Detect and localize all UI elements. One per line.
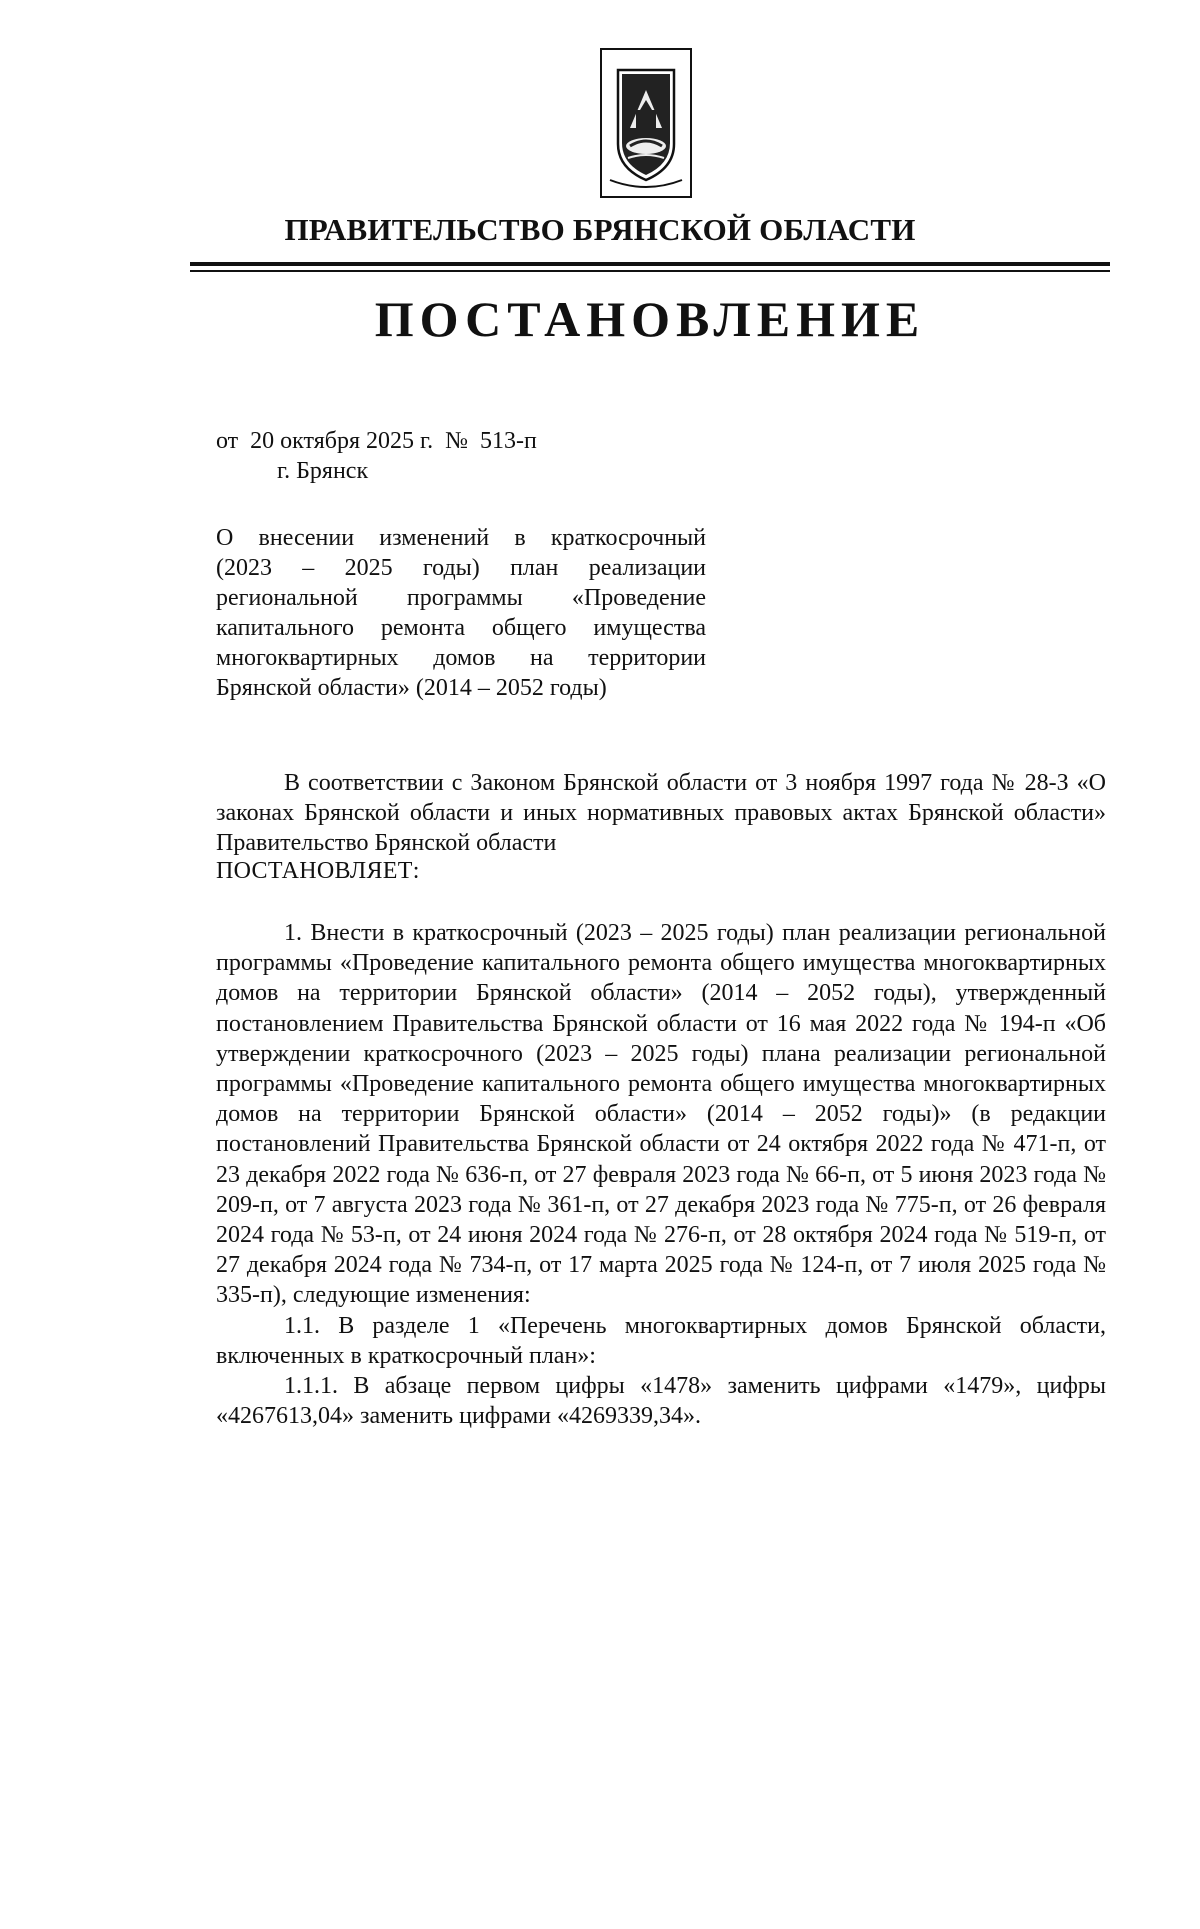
date-and-number: от 20 октября 2025 г. № 513-п bbox=[216, 428, 537, 454]
document-subject bbox=[216, 523, 706, 703]
government-title: ПРАВИТЕЛЬСТВО БРЯНСКОЙ ОБЛАСТИ bbox=[284, 212, 916, 247]
header-rule-thick bbox=[190, 262, 1110, 266]
resolve-word: ПОСТАНОВЛЯЕТ: bbox=[216, 858, 420, 884]
subject-line: (2023 – 2025 годы) план реализации bbox=[216, 555, 706, 581]
subject-line: региональной программы «Проведение bbox=[216, 585, 706, 611]
subject-line: О внесении изменений в краткосрочный bbox=[216, 525, 706, 551]
document-type-title: ПОСТАНОВЛЕНИЕ bbox=[374, 291, 926, 347]
subject-line: капитального ремонта общего имущества bbox=[216, 615, 706, 641]
city: г. Брянск bbox=[277, 458, 369, 484]
item-1-1-paragraph: 1.1. В разделе 1 «Перечень многоквартирных домов Брянской области, включенных в краткосрочный план»: bbox=[216, 1312, 1106, 1369]
preamble-paragraph: В соответствии с Законом Брянской области от 3 ноября 1997 года № 28-З «О законах Брянской области и иных нормативных правовых актах Брянской области» Правительство Брянской области bbox=[216, 770, 1106, 857]
item-1-1-1-paragraph: 1.1.1. В абзаце первом цифры «1478» заменить цифрами «1479», цифры «4267613,04» заменить цифрами «4269339,34». bbox=[216, 1373, 1106, 1430]
subject-line: Брянской области» (2014 – 2052 годы) bbox=[216, 675, 607, 701]
header-rule-thin bbox=[190, 270, 1110, 272]
item-1-paragraph: 1. Внести в краткосрочный (2023 – 2025 годы) план реализации региональной программы «Проведение капитального ремонта общего имущества многоквартирных домов на территории Брянской области» (2014 – 2052 годы), утвержденный постановлением Правительства Брянской области от 16 мая 2022 года № 194-п «Об утверждении краткосрочного (2023 – 2025 годы) плана реализации региональной программы «Проведение капитального ремонта общего имущества многоквартирных домов на территории Брянской области» (2014 – 2052 годы)» (в редакции постановлений Правительства Брянской области от 24 октября 2022 года № 471-п, от 23 декабря 2022 года № 636-п, от 27 февраля 2023 года № 66-п, от 5 июня 2023 года № 209-п, от 7 августа 2023 года № 361-п, от 27 декабря 2023 года № 775-п, от 26 февраля 2024 года № 53-п, от 24 июня 2024 года № 276-п, от 28 октября 2024 года № 519-п, от 27 декабря 2024 года № 734-п, от 17 марта 2025 года № 124-п, от 7 июля 2025 года № 335-п), следующие изменения: bbox=[216, 920, 1106, 1309]
subject-line: многоквартирных домов на территории bbox=[216, 645, 706, 671]
resolution-items bbox=[216, 918, 1106, 1431]
coat-of-arms-emblem bbox=[600, 48, 692, 198]
preamble-block bbox=[216, 768, 1106, 859]
